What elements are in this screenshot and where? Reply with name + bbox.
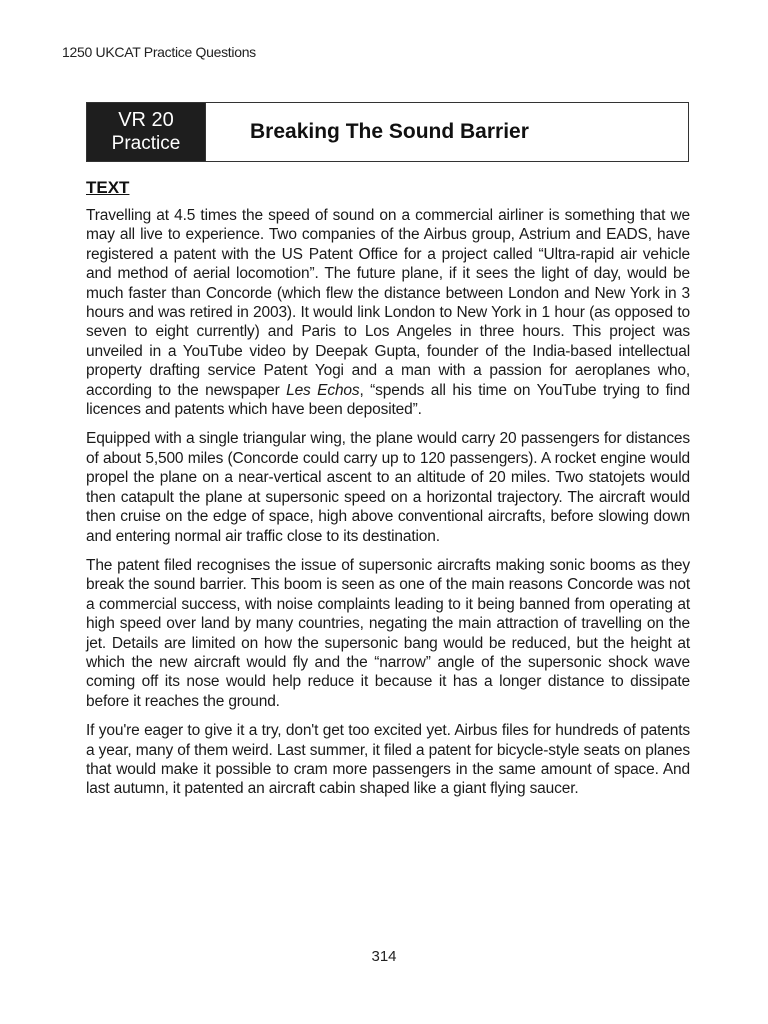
page-number: 314 (371, 948, 397, 965)
question-type: Practice (111, 133, 181, 154)
passage-body (86, 206, 690, 809)
question-code: VR 20 (118, 109, 174, 131)
paragraph-4: If you're eager to give it a try, don't get too excited yet. Airbus files for hundreds of patents a year, many of them weird. Last summer, it filed a patent for bicycle-style seats on planes that would make it possible to cram more passengers in the same amount of space. And last autumn, it patented an aircraft cabin shaped like a giant flying saucer. (86, 722, 690, 798)
paragraph-3: The patent filed recognises the issue of supersonic aircrafts making sonic booms as they break the sound barrier. This boom is seen as one of the main reasons Concorde was not a commercial success, with noise complaints leading to it being banned from operating at high speed over land by many countries, negating the main attraction of travelling on the jet. Details are limited on how the supersonic bang would be reduced, but the height at which the new aircraft would fly and the “narrow” angle of the supersonic shock wave coming off its nose would help reduce it because it has a longer distance to dissipate before it reaches the ground. (86, 556, 690, 710)
title-box (86, 102, 689, 162)
paragraph-1-text-a: Travelling at 4.5 times the speed of sound on a commercial airliner is something that we may all live to experience. Two companies of the Airbus group, Astrium and EADS, have registered a patent with the US Patent Office for a project called “Ultra-rapid air vehicle and method of aerial locomotion”. The future plane, if it sees the light of day, would be much faster than Concorde (which flew the distance between London and New York in 3 hours and was retired in 2003). It would link London to New York in 1 hour (as opposed to seven to eight currently) and Paris to Los Angeles in three hours. This project was unveiled in a YouTube video by Deepak Gupta, founder of the India-based intellectual property drafting service Patent Yogi and a man with a passion for aeroplanes who, according to the newspaper (86, 207, 690, 399)
running-header: 1250 UKCAT Practice Questions (62, 44, 256, 60)
section-label: TEXT (86, 178, 130, 197)
paragraph-1 (86, 206, 690, 419)
question-badge (87, 103, 206, 161)
newspaper-name: Les Echos (286, 381, 360, 399)
paragraph-2: Equipped with a single triangular wing, the plane would carry 20 passengers for distances of about 5,500 miles (Concorde could carry up to 120 passengers). A rocket engine would propel the plane on a near-vertical ascent to an altitude of 20 miles. Two statojets would then catapult the plane at supersonic speed on a horizontal trajectory. The aircraft would then cruise on the edge of space, high above conventional aircrafts, before slowing down and entering normal air traffic close to its destination. (86, 430, 690, 545)
passage-title: Breaking The Sound Barrier (250, 120, 529, 143)
paragraph-1-text-b: , “spends all his time on YouTube trying to find licences and patents which have been deposited”. (86, 381, 690, 419)
